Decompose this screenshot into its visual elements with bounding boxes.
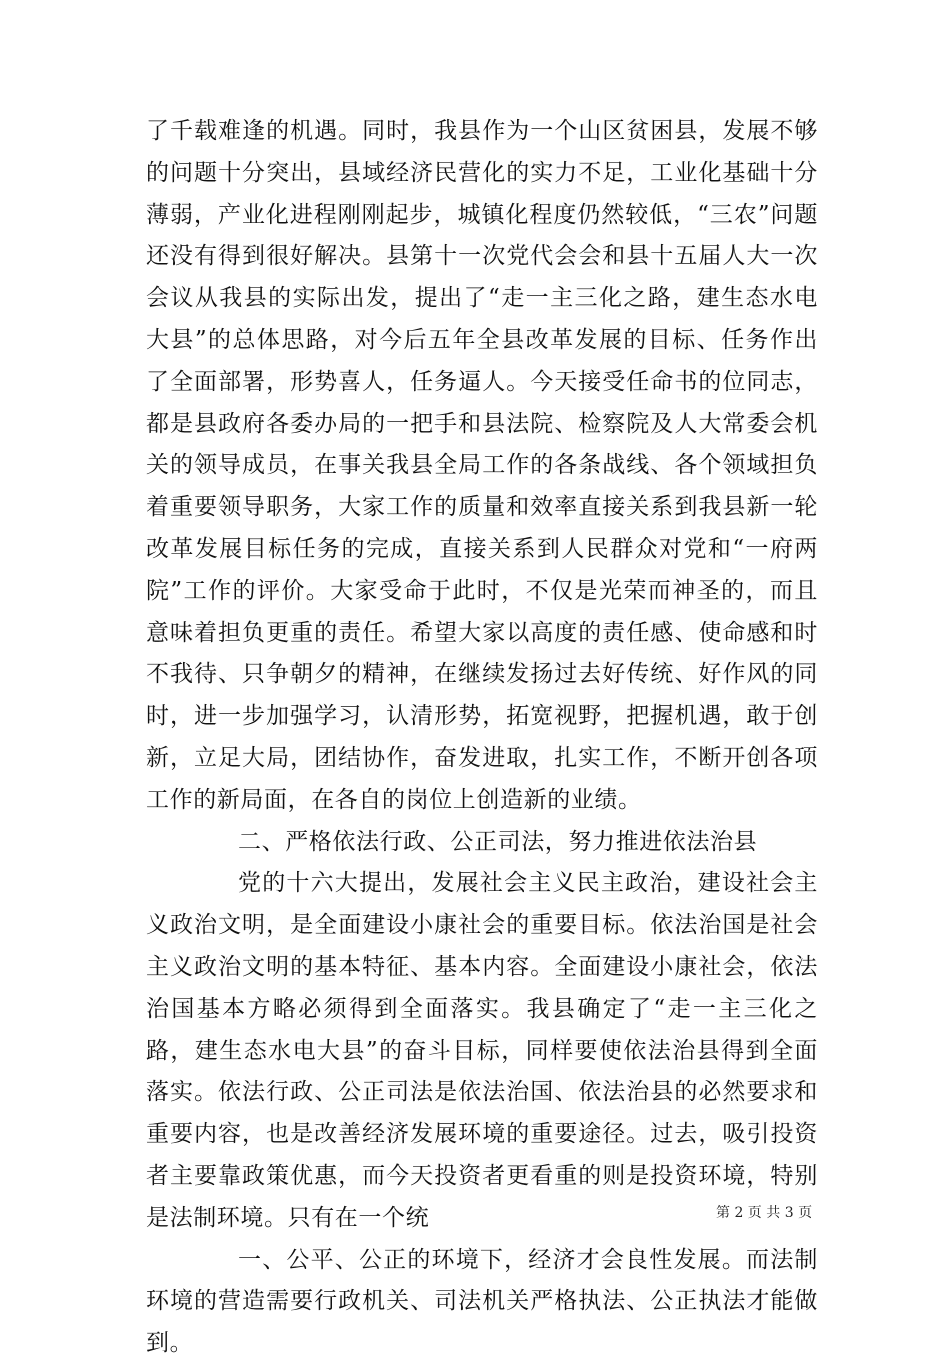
paragraph-fair-environment: 一、公平、公正的环境下，经济才会良性发展。而法制环境的营造需要行政机关、司法机关严格执法、公正执法才能做到。 <box>146 1246 818 1357</box>
paragraph-continuation: 了千载难逢的机遇。同时，我县作为一个山区贫困县，发展不够的问题十分突出，县域经济民营化的实力不足，工业化基础十分薄弱，产业化进程刚刚起步，城镇化程度仍然较低，“三农”问题还没有得到很好解决。县第十一次党代会会和县十五届人大一次会议从我县的实际出发，提出了“走一主三化之路，建生态水电大县”的总体思路，对今后五年全县改革发展的目标、任务作出了全面部署，形势喜人，任务逼人。今天接受任命书的位同志，都是县政府各委办局的一把手和县法院、检察院及人大常委会机关的领导成员，在事关我县全局工作的各条战线、各个领域担负着重要领导职务，大家工作的质量和效率直接关系到我县新一轮改革发展目标任务的完成，直接关系到人民群众对党和“一府两院”工作的评价。大家受命于此时，不仅是光荣而神圣的，而且意味着担负更重的责任。希望大家以高度的责任感、使命感和时不我待、只争朝夕的精神，在继续发扬过去好传统、好作风的同时，进一步加强学习，认清形势，拓宽视野，把握机遇，敢于创新，立足大局，团结协作，奋发进取，扎实工作，不断开创各项工作的新局面，在各自的岗位上创造新的业绩。 <box>146 118 818 813</box>
document-body <box>146 111 818 1365</box>
page-number: 第 2 页 共 3 页 <box>716 1205 813 1221</box>
section-heading: 二、严格依法行政、公正司法，努力推进依法治县 <box>238 828 758 855</box>
paragraph-rule-of-law: 党的十六大提出，发展社会主义民主政治，建设社会主义政治文明，是全面建设小康社会的重要目标。依法治国是社会主义政治文明的基本特征、基本内容。全面建设小康社会，依法治国基本方略必须得到全面落实。我县确定了“走一主三化之路，建生态水电大县”的奋斗目标，同样要使依法治县得到全面落实。依法行政、公正司法是依法治国、依法治县的必然要求和重要内容，也是改善经济发展环境的重要途径。过去，吸引投资者主要靠政策优惠，而今天投资者更看重的则是投资环境，特别是法制环境。只有在一个统 <box>146 870 818 1231</box>
